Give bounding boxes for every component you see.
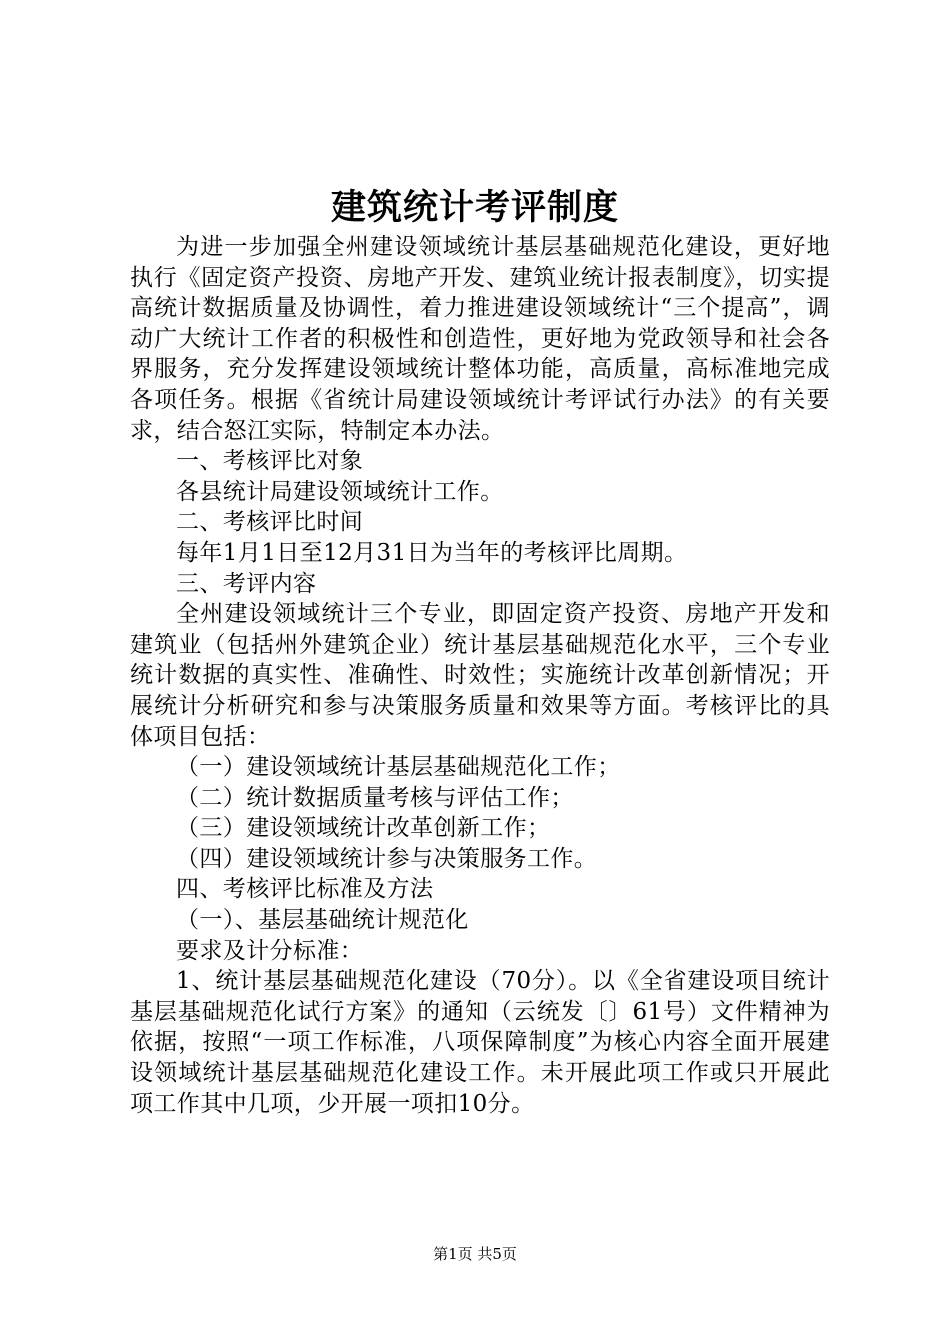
page-footer: 第1页 共5页 — [433, 1245, 517, 1263]
section-text-2: 每年1月1日至12月31日为当年的考核评比周期。 — [176, 539, 688, 566]
list-item-4: （四）建设领域统计参与决策服务工作。 — [176, 845, 598, 872]
list-item-3: （三）建设领域统计改革创新工作； — [176, 815, 551, 842]
list-item-1: （一）建设领域统计基层基础规范化工作； — [176, 754, 621, 781]
requirement-item-1: 1、统计基层基础规范化建设（70分）。以《全省建设项目统计基层基础规范化试行方案》的通知（云统发〔〕61号）文件精神为依据，按照“一项工作标准，八项保障制度”为核心内容全面开展建设领域统计基层基础规范化建设工作。未开展此项工作或只开展此项工作其中几项，少开展一项扣10分。 — [130, 968, 830, 1117]
section-heading-2: 二、考核评比时间 — [176, 509, 364, 536]
section-heading-3: 三、考评内容 — [176, 570, 317, 597]
list-item-2: （二）统计数据质量考核与评估工作； — [176, 784, 574, 811]
requirements-label: 要求及计分标准： — [176, 937, 364, 964]
section-heading-4: 四、考核评比标准及方法 — [176, 876, 434, 903]
section-heading-1: 一、考核评比对象 — [176, 448, 364, 475]
document-body — [130, 232, 830, 1119]
section-text-1: 各县统计局建设领域统计工作。 — [176, 478, 504, 505]
subsection-heading-1: （一）、基层基础统计规范化 — [176, 907, 469, 934]
document-title: 建筑统计考评制度 — [330, 187, 619, 228]
intro-paragraph: 为进一步加强全州建设领域统计基层基础规范化建设，更好地执行《固定资产投资、房地产开发、建筑业统计报表制度》，切实提高统计数据质量及协调性，着力推进建设领域统计“三个提高”，调动广大统计工作者的积极性和创造性，更好地为党政领导和社会各界服务，充分发挥建设领域统计整体功能，高质量，高标准地完成各项任务。根据《省统计局建设领域统计考评试行办法》的有关要求，结合怒江实际，特制定本办法。 — [130, 234, 830, 444]
section-text-3: 全州建设领域统计三个专业，即固定资产投资、房地产开发和建筑业（包括州外建筑企业）统计基层基础规范化水平，三个专业统计数据的真实性、准确性、时效性；实施统计改革创新情况；开展统计分析研究和参与决策服务质量和效果等方面。考核评比的具体项目包括： — [130, 601, 830, 750]
